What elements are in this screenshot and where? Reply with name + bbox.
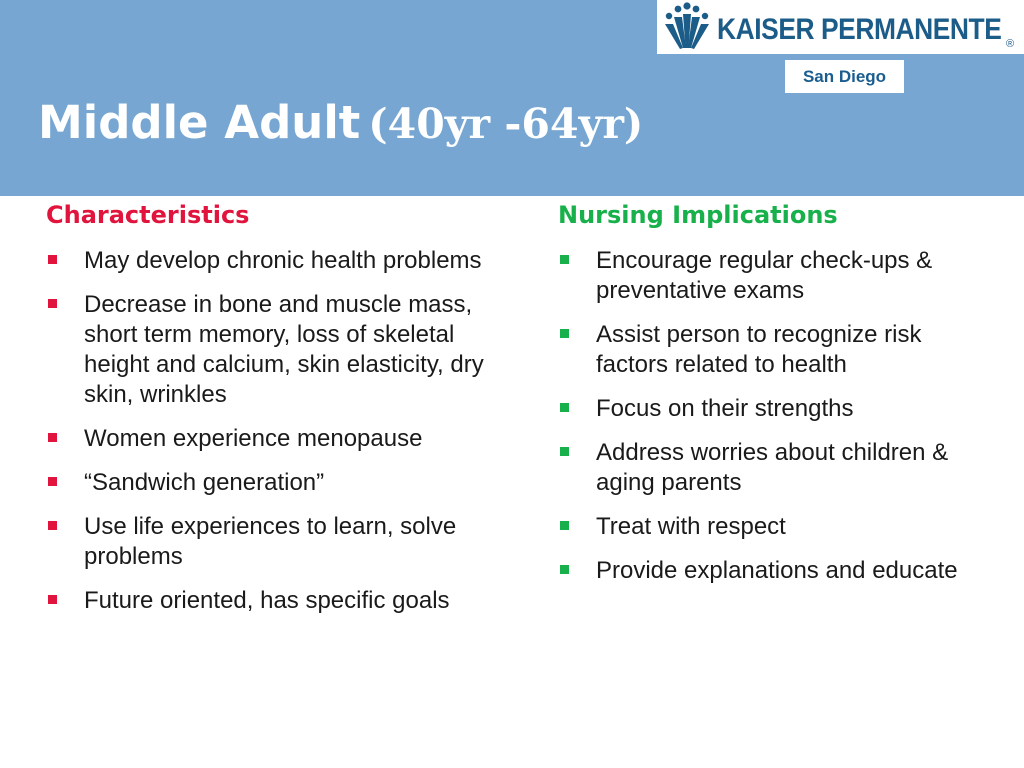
square-bullet-icon <box>48 299 57 308</box>
list-item <box>46 468 526 498</box>
square-bullet-icon <box>560 329 569 338</box>
registered-mark: ® <box>1006 38 1015 50</box>
list-item <box>46 290 526 410</box>
square-bullet-icon <box>560 565 569 574</box>
list-item <box>558 394 998 424</box>
brand-name: KAISER PERMANENTE <box>717 13 1002 46</box>
square-bullet-icon <box>48 255 57 264</box>
list-item <box>46 586 526 616</box>
characteristics-heading: Characteristics <box>46 201 250 229</box>
list-item <box>558 320 998 380</box>
square-bullet-icon <box>560 255 569 264</box>
characteristics-list <box>46 246 526 616</box>
list-item-text: “Sandwich generation” <box>84 469 325 496</box>
list-item-text: Future oriented, has specific goals <box>84 587 450 614</box>
slide-title <box>38 96 643 149</box>
nursing-implications-column <box>558 198 998 600</box>
list-item-text: Women experience menopause <box>84 425 423 452</box>
nursing-implications-heading: Nursing Implications <box>558 201 838 229</box>
list-item-text: Use life experiences to learn, solve problems <box>84 513 457 570</box>
square-bullet-icon <box>48 477 57 486</box>
list-item-text: Treat with respect <box>596 513 786 540</box>
square-bullet-icon <box>560 447 569 456</box>
list-item <box>558 438 998 498</box>
nursing-implications-list <box>558 246 998 586</box>
list-item-text: Decrease in bone and muscle mass, short term memory, loss of skeletal height and calcium, skin elasticity, dry skin, wrinkles <box>84 291 484 408</box>
list-item <box>46 246 526 276</box>
slide-title-main: Middle Adult <box>38 96 361 149</box>
characteristics-column <box>46 198 526 630</box>
region-label: San Diego <box>785 60 904 93</box>
slide-header <box>0 0 1024 196</box>
list-item <box>558 246 998 306</box>
list-item <box>46 424 526 454</box>
slide-title-age-range: (40yr -64yr) <box>368 100 644 148</box>
list-item-text: May develop chronic health problems <box>84 247 482 274</box>
square-bullet-icon <box>48 521 57 530</box>
list-item-text: Address worries about children & aging parents <box>596 439 949 496</box>
list-item-text: Assist person to recognize risk factors related to health <box>596 321 922 378</box>
list-item <box>558 556 998 586</box>
list-item <box>46 512 526 572</box>
square-bullet-icon <box>48 433 57 442</box>
square-bullet-icon <box>560 403 569 412</box>
list-item-text: Provide explanations and educate <box>596 557 958 584</box>
square-bullet-icon <box>560 521 569 530</box>
square-bullet-icon <box>48 595 57 604</box>
brand-logo <box>657 0 1024 54</box>
list-item <box>558 512 998 542</box>
list-item-text: Focus on their strengths <box>596 395 854 422</box>
kaiser-permanente-people-logo-icon <box>661 2 713 52</box>
list-item-text: Encourage regular check-ups & preventative exams <box>596 247 933 304</box>
